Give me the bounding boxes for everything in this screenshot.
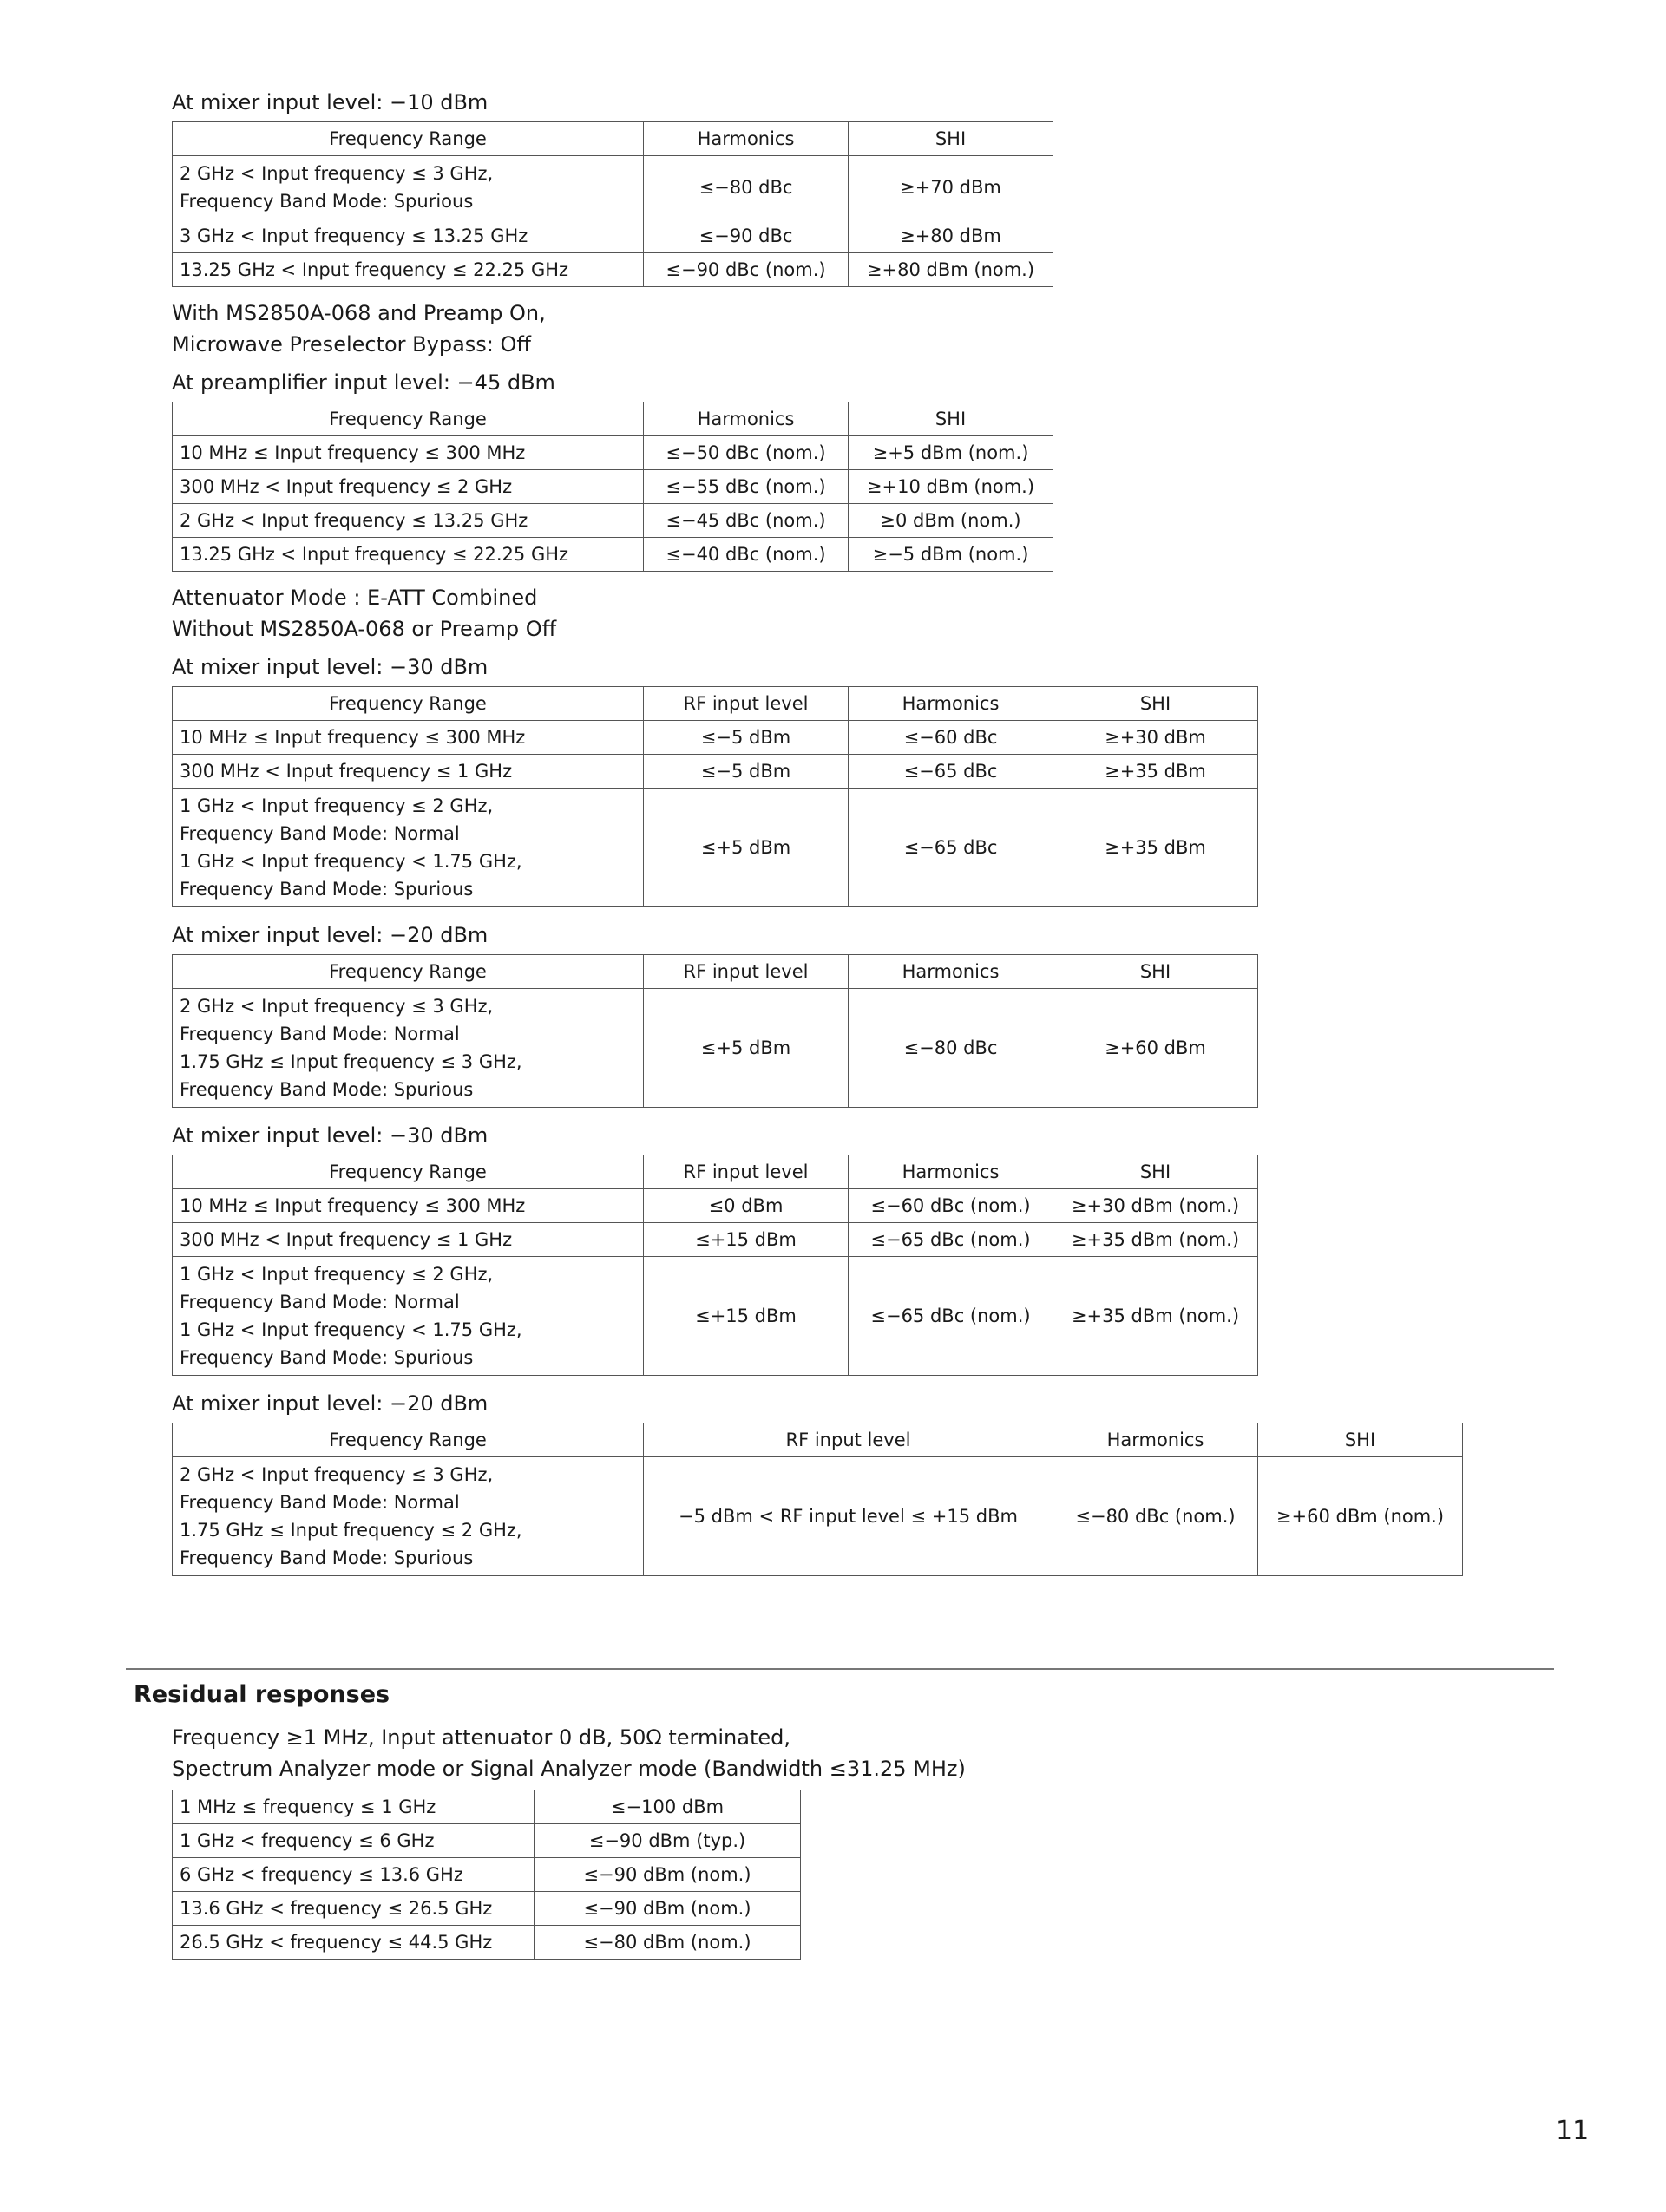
table-cell: 300 MHz < Input frequency ≤ 1 GHz (173, 1223, 644, 1257)
table-cell: ≤−90 dBm (nom.) (535, 1892, 801, 1926)
column-header: Frequency Range (173, 402, 644, 436)
table-cell: ≤−65 dBc (849, 755, 1053, 789)
table-cell: ≤−80 dBm (nom.) (535, 1926, 801, 1960)
table-cell: ≤−50 dBc (nom.) (644, 436, 849, 470)
table-cell: ≤−65 dBc (nom.) (849, 1223, 1053, 1257)
section-divider (126, 1668, 1554, 1670)
table-caption: At mixer input level: −30 dBm (172, 655, 489, 679)
harmonics-table-preamp (172, 402, 1053, 572)
table-cell: ≥+35 dBm (nom.) (1053, 1257, 1258, 1376)
table-row (173, 436, 1053, 470)
table-cell: ≤−100 dBm (535, 1790, 801, 1824)
table-cell: ≤−5 dBm (644, 755, 849, 789)
table-cell: ≤−80 dBc (849, 989, 1053, 1108)
table-row (173, 1824, 801, 1858)
column-header: Frequency Range (173, 1423, 644, 1457)
cell-text: 2 GHz < Input frequency ≤ 3 GHz, Frequency Band Mode: Spurious (180, 163, 494, 212)
table-cell: ≤+5 dBm (644, 989, 849, 1108)
table-cell: 10 MHz ≤ Input frequency ≤ 300 MHz (173, 721, 644, 755)
table-cell: ≤−65 dBc (nom.) (849, 1257, 1053, 1376)
condition-note: Attenuator Mode : E-ATT Combined Without MS2850A-068 or Preamp Off (172, 586, 557, 641)
table-header-row (173, 1423, 1463, 1457)
column-header: Frequency Range (173, 955, 644, 989)
table-header-row (173, 955, 1258, 989)
table-cell (173, 1257, 644, 1376)
table-cell: 2 GHz < Input frequency ≤ 13.25 GHz (173, 504, 644, 538)
column-header: Harmonics (644, 122, 849, 156)
table-caption: At mixer input level: −10 dBm (172, 90, 489, 115)
table-row (173, 721, 1258, 755)
column-header: SHI (1053, 687, 1258, 721)
harmonics-table-eatt-minus20-nom (172, 1423, 1463, 1576)
table-header-row (173, 122, 1053, 156)
table-cell: ≤−90 dBm (typ.) (535, 1824, 801, 1858)
table-cell: 6 GHz < frequency ≤ 13.6 GHz (173, 1858, 535, 1892)
table-cell: ≥+30 dBm (1053, 721, 1258, 755)
table-cell: 1 GHz < frequency ≤ 6 GHz (173, 1824, 535, 1858)
table-row (173, 755, 1258, 789)
table-cell: ≥+70 dBm (849, 156, 1053, 219)
table-cell: ≤−90 dBm (nom.) (535, 1858, 801, 1892)
table-cell: ≥+60 dBm (nom.) (1258, 1457, 1463, 1576)
section-title: Residual responses (134, 1681, 390, 1708)
column-header: Harmonics (849, 687, 1053, 721)
table-cell: 10 MHz ≤ Input frequency ≤ 300 MHz (173, 1189, 644, 1223)
table-cell: ≤+15 dBm (644, 1257, 849, 1376)
column-header: Harmonics (644, 402, 849, 436)
table-row (173, 1926, 801, 1960)
table-cell: −5 dBm < RF input level ≤ +15 dBm (644, 1457, 1053, 1576)
table-caption: At preamplifier input level: −45 dBm (172, 370, 555, 395)
harmonics-table-eatt-minus30-nom (172, 1155, 1258, 1376)
residual-responses-table (172, 1790, 801, 1960)
table-row (173, 253, 1053, 287)
table-header-row (173, 1155, 1258, 1189)
table-caption: At mixer input level: −30 dBm (172, 1123, 489, 1148)
table-cell: ≤−80 dBc (nom.) (1053, 1457, 1258, 1576)
residual-responses-section (172, 1722, 966, 1960)
table-cell: ≥+35 dBm (1053, 789, 1258, 907)
table-cell: ≤0 dBm (644, 1189, 849, 1223)
harmonics-table-eatt-minus20 (172, 954, 1258, 1108)
table-header-row (173, 402, 1053, 436)
column-header: Harmonics (849, 1155, 1053, 1189)
table-cell: ≤+5 dBm (644, 789, 849, 907)
table-cell: ≥+10 dBm (nom.) (849, 470, 1053, 504)
column-header: Frequency Range (173, 687, 644, 721)
table-cell: ≥+80 dBm (849, 219, 1053, 253)
table-caption: At mixer input level: −20 dBm (172, 1391, 489, 1416)
table-cell: 10 MHz ≤ Input frequency ≤ 300 MHz (173, 436, 644, 470)
table-cell: ≥0 dBm (nom.) (849, 504, 1053, 538)
table-header-row (173, 687, 1258, 721)
column-header: RF input level (644, 687, 849, 721)
column-header: RF input level (644, 955, 849, 989)
table-cell: ≤−90 dBc (644, 219, 849, 253)
table-cell (173, 789, 644, 907)
table-cell: ≥+5 dBm (nom.) (849, 436, 1053, 470)
table-row (173, 1858, 801, 1892)
table-row (173, 538, 1053, 572)
cell-text: 1 GHz < Input frequency ≤ 2 GHz, Frequency Band Mode: Normal 1 GHz < Input frequency < 1.75 GHz, Frequency Band Mode: Spurious (180, 795, 522, 900)
table-cell: ≤−90 dBc (nom.) (644, 253, 849, 287)
table-cell: ≤−45 dBc (nom.) (644, 504, 849, 538)
table-cell: ≤−80 dBc (644, 156, 849, 219)
column-header: Harmonics (849, 955, 1053, 989)
cell-text: 2 GHz < Input frequency ≤ 3 GHz, Frequency Band Mode: Normal 1.75 GHz ≤ Input frequency ≤ 3 GHz, Frequency Band Mode: Spurious (180, 996, 522, 1100)
column-header: SHI (1053, 1155, 1258, 1189)
column-header: SHI (849, 402, 1053, 436)
table-cell: ≤−55 dBc (nom.) (644, 470, 849, 504)
page-number: 11 (1556, 2116, 1590, 2146)
table-caption: At mixer input level: −20 dBm (172, 923, 489, 947)
table-cell: 300 MHz < Input frequency ≤ 1 GHz (173, 755, 644, 789)
table-cell: ≥+35 dBm (1053, 755, 1258, 789)
table-row (173, 504, 1053, 538)
table-row (173, 989, 1258, 1108)
column-header: SHI (1053, 955, 1258, 989)
column-header: Harmonics (1053, 1423, 1258, 1457)
table-row (173, 1892, 801, 1926)
table-cell: ≥+80 dBm (nom.) (849, 253, 1053, 287)
column-header: SHI (1258, 1423, 1463, 1457)
cell-text: 1 GHz < Input frequency ≤ 2 GHz, Frequency Band Mode: Normal 1 GHz < Input frequency < 1.75 GHz, Frequency Band Mode: Spurious (180, 1264, 522, 1368)
table-cell: 300 MHz < Input frequency ≤ 2 GHz (173, 470, 644, 504)
table-cell (173, 156, 644, 219)
table-cell: ≤−40 dBc (nom.) (644, 538, 849, 572)
table-row (173, 1457, 1463, 1576)
table-row (173, 1257, 1258, 1376)
harmonics-table-eatt-minus30 (172, 686, 1258, 907)
table-cell: ≤−5 dBm (644, 721, 849, 755)
table-row (173, 219, 1053, 253)
table-cell: 26.5 GHz < frequency ≤ 44.5 GHz (173, 1926, 535, 1960)
table-cell (173, 1457, 644, 1576)
harmonics-table-mixer-minus10 (172, 121, 1053, 287)
table-cell: 13.25 GHz < Input frequency ≤ 22.25 GHz (173, 538, 644, 572)
column-header: Frequency Range (173, 1155, 644, 1189)
table-cell: ≥+30 dBm (nom.) (1053, 1189, 1258, 1223)
column-header: SHI (849, 122, 1053, 156)
table-cell: ≤−60 dBc (849, 721, 1053, 755)
table-row (173, 1790, 801, 1824)
table-cell: 13.6 GHz < frequency ≤ 26.5 GHz (173, 1892, 535, 1926)
table-row (173, 789, 1258, 907)
spec-content (172, 87, 1560, 1576)
table-cell: 3 GHz < Input frequency ≤ 13.25 GHz (173, 219, 644, 253)
table-cell (173, 989, 644, 1108)
table-cell: ≥−5 dBm (nom.) (849, 538, 1053, 572)
table-cell: 13.25 GHz < Input frequency ≤ 22.25 GHz (173, 253, 644, 287)
table-cell: ≥+35 dBm (nom.) (1053, 1223, 1258, 1257)
condition-note: Frequency ≥1 MHz, Input attenuator 0 dB, 50Ω terminated, Spectrum Analyzer mode or Signal Analyzer mode (Bandwidth ≤31.25 MHz) (172, 1725, 966, 1781)
cell-text: 2 GHz < Input frequency ≤ 3 GHz, Frequency Band Mode: Normal 1.75 GHz ≤ Input frequency ≤ 2 GHz, Frequency Band Mode: Spurious (180, 1464, 522, 1568)
table-cell: ≤−60 dBc (nom.) (849, 1189, 1053, 1223)
table-row (173, 156, 1053, 219)
column-header: Frequency Range (173, 122, 644, 156)
table-row (173, 1223, 1258, 1257)
table-row (173, 1189, 1258, 1223)
table-cell: ≤+15 dBm (644, 1223, 849, 1257)
table-cell: ≥+60 dBm (1053, 989, 1258, 1108)
condition-note: With MS2850A-068 and Preamp On, Microwave Preselector Bypass: Off (172, 301, 546, 357)
column-header: RF input level (644, 1423, 1053, 1457)
table-cell: 1 MHz ≤ frequency ≤ 1 GHz (173, 1790, 535, 1824)
table-row (173, 470, 1053, 504)
table-cell: ≤−65 dBc (849, 789, 1053, 907)
column-header: RF input level (644, 1155, 849, 1189)
